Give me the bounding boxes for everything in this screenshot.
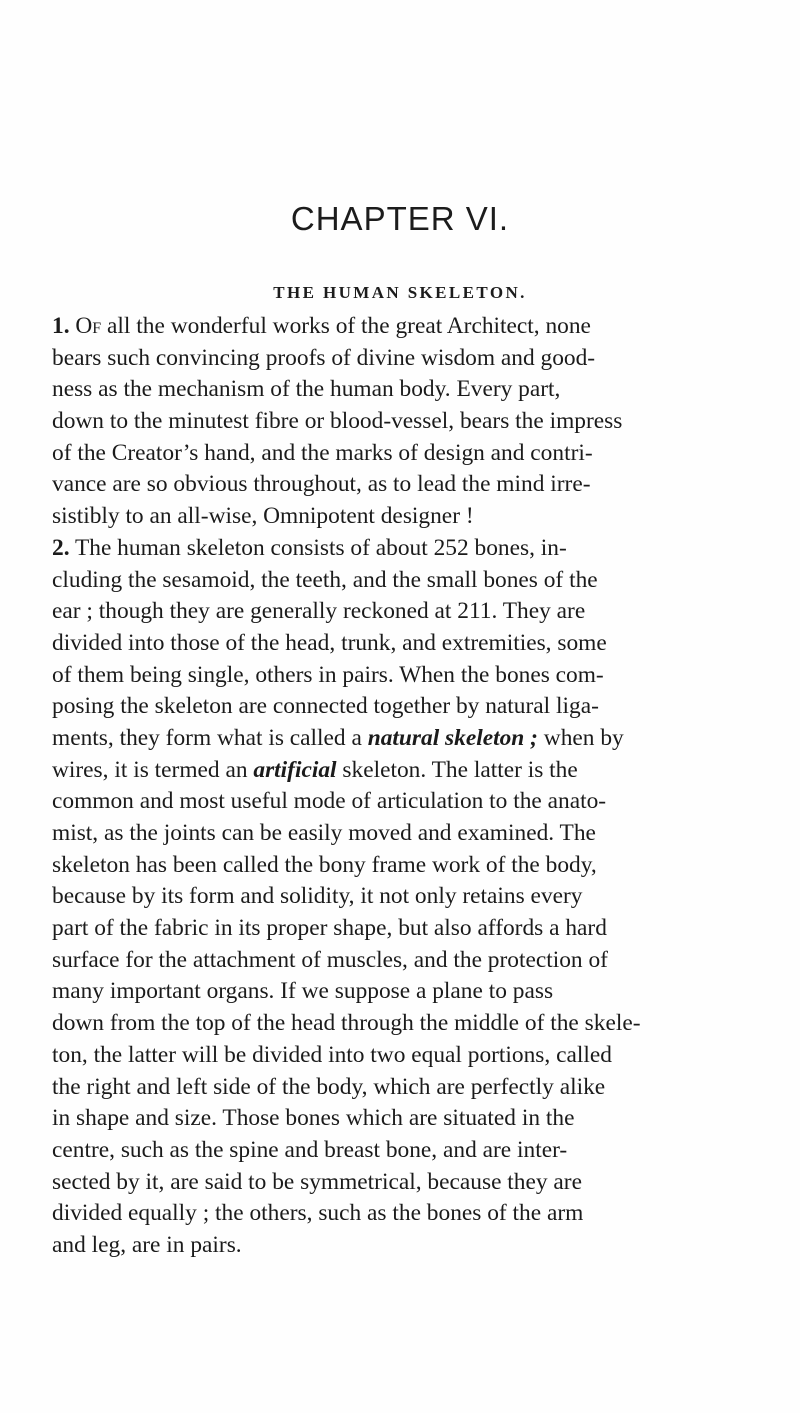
text-line <box>52 881 800 913</box>
text-run: divided into those of the head, trunk, and extremities, some <box>52 629 607 656</box>
text-line <box>52 596 800 628</box>
text-run: common and most useful mode of articulation to the anato- <box>52 788 607 815</box>
text-line <box>52 438 800 470</box>
text-run: sected by it, are said to be symmetrical, because they are <box>52 1168 582 1195</box>
text-line <box>52 976 800 1008</box>
text-line <box>52 533 800 565</box>
text-run: centre, such as the spine and breast bone, and are inter- <box>52 1136 568 1163</box>
text-run: surface for the attachment of muscles, and the protection of <box>52 946 608 973</box>
text-run: sistibly to an all-wise, Omnipotent designer ! <box>52 503 474 530</box>
text-line <box>52 1230 800 1262</box>
text-line <box>52 565 800 597</box>
text-line <box>52 1167 800 1199</box>
text-line <box>52 628 800 660</box>
text-run: ments, they form what is called a <box>52 724 368 751</box>
text-run: many important organs. If we suppose a plane to pass <box>52 978 554 1005</box>
text-line <box>52 1135 800 1167</box>
text-run: vance are so obvious throughout, as to lead the mind irre- <box>52 471 591 498</box>
section-heading: THE HUMAN SKELETON. <box>273 283 527 302</box>
text-run: posing the skeleton are connected together by natural liga- <box>52 693 599 720</box>
text-line <box>52 850 800 882</box>
text-run: ear ; though they are generally reckoned at 211. They are <box>52 598 586 625</box>
paragraph-number: 2. <box>52 534 70 561</box>
text-line <box>52 343 800 375</box>
text-line <box>52 818 800 850</box>
text-line <box>52 406 800 438</box>
text-run: down from the top of the head through the middle of the skele- <box>52 1010 641 1037</box>
text-run: because by its form and solidity, it not only retains every <box>52 883 583 910</box>
text-run: Of <box>75 313 102 339</box>
text-line <box>52 660 800 692</box>
emphasis-text: natural skeleton ; <box>367 724 538 751</box>
text-run: divided equally ; the others, such as the bones of the arm <box>52 1200 584 1227</box>
text-line <box>52 374 800 406</box>
emphasis-text: artificial <box>253 756 337 783</box>
text-line <box>52 786 800 818</box>
text-line <box>52 691 800 723</box>
text-run: part of the fabric in its proper shape, but also affords a hard <box>52 915 607 942</box>
text-run: cluding the sesamoid, the teeth, and the small bones of the <box>52 566 598 593</box>
text-run: of them being single, others in pairs. When the bones com- <box>52 661 604 688</box>
text-line <box>52 913 800 945</box>
text-line <box>52 1103 800 1135</box>
text-line <box>52 469 800 501</box>
text-line <box>52 501 800 533</box>
text-run: mist, as the joints can be easily moved and examined. The <box>52 820 596 846</box>
text-run: wires, it is termed an <box>52 756 254 783</box>
text-run: down to the minutest fibre or blood-vessel, bears the impress <box>52 408 623 435</box>
text-line <box>52 755 800 787</box>
text-run: when by <box>537 724 624 751</box>
text-line <box>52 1040 800 1072</box>
text-run: in shape and size. Those bones which are situated in the <box>52 1105 575 1132</box>
text-run: of the Creator’s hand, and the marks of design and contri- <box>52 439 593 466</box>
text-run: skeleton. The latter is the <box>336 756 578 783</box>
text-run: all the wonderful works of the great Architect, none <box>101 313 591 339</box>
text-run: the right and left side of the body, which are perfectly alike <box>52 1073 606 1100</box>
text-line <box>52 1198 800 1230</box>
text-run: ness as the mechanism of the human body. Every part, <box>52 376 561 403</box>
text-run: The human skeleton consists of about 252 bones, in- <box>69 534 567 561</box>
text-run: bears such convincing proofs of divine wisdom and good- <box>52 344 596 371</box>
body-text <box>52 311 800 1262</box>
text-line <box>52 723 800 755</box>
text-line <box>52 1072 800 1104</box>
text-line <box>52 1008 800 1040</box>
text-run: and leg, are in pairs. <box>52 1231 242 1258</box>
text-line <box>52 311 800 343</box>
text-run: ton, the latter will be divided into two equal portions, called <box>52 1041 612 1068</box>
text-line <box>52 945 800 977</box>
text-run: skeleton has been called the bony frame work of the body, <box>52 851 597 878</box>
chapter-heading: CHAPTER VI. <box>290 200 510 237</box>
paragraph-number: 1. <box>52 313 70 339</box>
